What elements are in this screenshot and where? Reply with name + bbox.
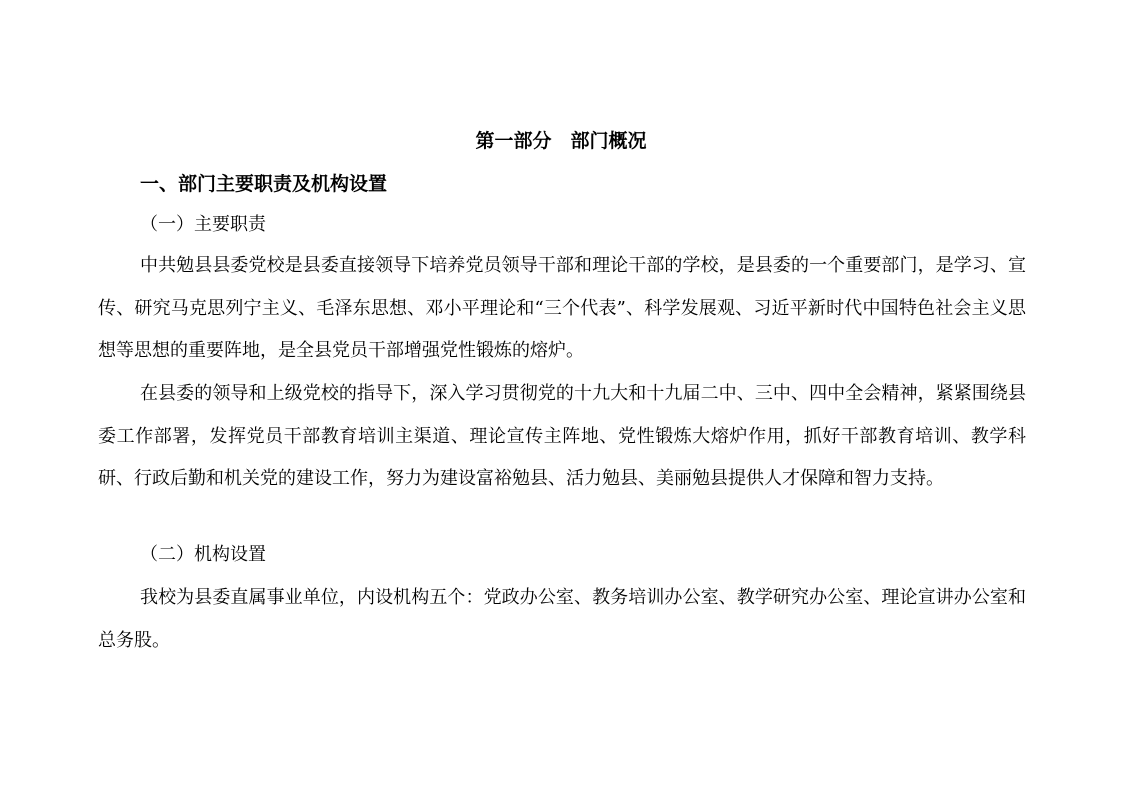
subsection-heading-organization: （二）机构设置	[140, 544, 266, 565]
paragraph-organization: 我校为县委直属事业单位，内设机构五个：党政办公室、教务培训办公室、教学研究办公室、理论宣讲办公室和总务股。	[98, 587, 1026, 651]
subsection-heading-duties: （一）主要职责	[140, 214, 266, 235]
document-title: 第一部分 部门概况	[475, 130, 647, 152]
section-heading: 一、部门主要职责及机构设置	[140, 173, 388, 195]
paragraph-duties-1: 中共勉县县委党校是县委直接领导下培养党员领导干部和理论干部的学校，是县委的一个重要部门，是学习、宣传、研究马克思列宁主义、毛泽东思想、邓小平理论和“三个代表”、科学发展观、习近平新时代中国特色社会主义思想等思想的重要阵地，是全县党员干部增强党性锻炼的熔炉。	[98, 255, 1026, 361]
paragraph-duties-2: 在县委的领导和上级党校的指导下，深入学习贯彻党的十九大和十九届二中、三中、四中全会精神，紧紧围绕县委工作部署，发挥党员干部教育培训主渠道、理论宣传主阵地、党性锻炼大熔炉作用，抓好干部教育培训、教学科研、行政后勤和机关党的建设工作，努力为建设富裕勉县、活力勉县、美丽勉县提供人才保障和智力支持。	[98, 383, 1026, 489]
